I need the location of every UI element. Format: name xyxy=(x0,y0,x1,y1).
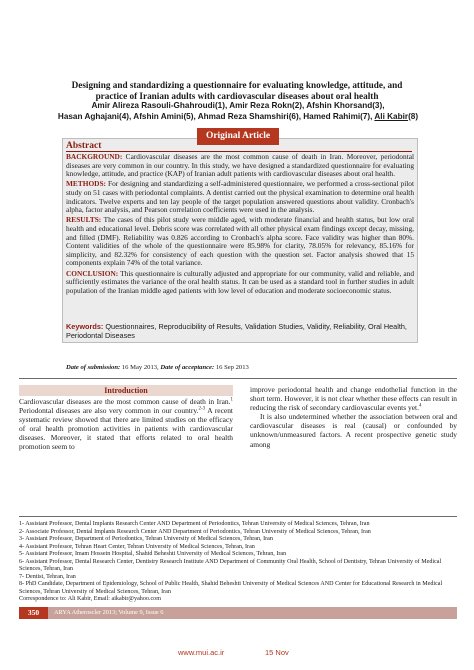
abstract-heading: Abstract xyxy=(66,141,102,151)
affiliation-8: 8- PhD Candidate, Department of Epidemiology, School of Public Health, Shahid Beheshti University of Medical Sciences AND Center for Educational Research in Medical Sciences, Tehran University of Medical Sciences, Tehran, Iran xyxy=(19,581,443,595)
affiliation-1: 1- Assistant Professor, Dental Implants Research Center AND Department of Periodontics, Tehran University of Medical Sciences, Tehran, Iran xyxy=(19,521,370,527)
abstract-background: BACKGROUND: Cardiovascular diseases are the most common cause of death in Iran. Moreover, periodontal diseases are very common in our country. In this study, we have designed a standardized questionnaire for evaluating knowledge, attitude, and practice (KAP) of Iranian adult patients with cardiovascular diseases about oral health. xyxy=(66,152,414,179)
footer-date: 15 Nov xyxy=(265,648,289,657)
author-affiliations xyxy=(19,521,457,604)
affiliation-6: 6- Assistant Professor, Dental Research Center, Dentistry Research Institute AND Department of Community Oral Health, School of Dentistry, Tehran University of Medical Sciences, Tehran, Iran xyxy=(19,558,442,572)
affiliation-4: 4- Assistant Professor, Tehran Heart Center, Tehran University of Medical Sciences, Tehran, Iran xyxy=(19,543,255,550)
right-column xyxy=(250,385,457,449)
keywords: Keywords: Questionnaires, Reproducibility of Results, Validation Studies, Validity, Reliability, Oral Health, Periodontal Diseases xyxy=(66,322,407,340)
article-type-badge: Original Article xyxy=(197,128,279,145)
left-column xyxy=(19,385,233,452)
abstract-body xyxy=(66,153,414,297)
author-line-1: Amir Alireza Rasouli-Ghahroudi(1), Amir Reza Rokn(2), Afshin Khorsand(3), xyxy=(91,101,385,110)
section-divider xyxy=(19,378,457,379)
abstract-conclusion: CONCLUSION: This questionnaire is culturally adjusted and appropriate for our community, valid and reliable, and sufficiently estimates the variance of the oral health status. It can be used as a standard tool in further studies in adult population of the Iranian middle aged patients with low level of education and moderate socioeconomic status. xyxy=(66,268,414,295)
abstract-methods: METHODS: For designing and standardizing a self-administered questionnaire, we performed a cross-sectional pilot study on 51 cases with periodontal complaints. A dentist carried out the physical examination to determine oral health indicators. Twelve experts and ten lay people of the target population answered questions about validity. Cronbach's alpha, factor analysis, and Pearson correlation coefficients were used in the analysis. xyxy=(66,179,414,215)
affiliation-5: 5- Assistant Professor, Imam Hossein Hospital, Shahid Beheshti University of Medical Sciences, Tehran, Iran xyxy=(19,551,287,557)
submission-dates: Date of submission: 16 May 2013, Date of acceptance: 16 Sep 2013 xyxy=(66,364,249,371)
page-number: 350 xyxy=(19,607,48,619)
introduction-heading: Introduction xyxy=(19,385,233,396)
affiliation-2: 2- Associate Professor, Dental Implants Research Center AND Department of Periodontics, Tehran University of Medical Sciences, Tehran, Iran xyxy=(19,528,371,535)
intro-paragraph-1: Cardiovascular diseases are the most common cause of death in Iran.$^1$ Periodontal diseases are also very common in our country.$^{2-3}$ A recent systematic review showed that there are limited studies on the efficacy of oral health promotion activities in patients with cardiovascular diseases. Moreover, it stated that efforts related to oral health promotion seem to xyxy=(19,397,233,452)
footnote-divider xyxy=(19,516,457,517)
affiliation-7: 7- Dentist, Tehran, Iran xyxy=(19,573,76,580)
correspondence: Correspondence to: Ali Kabir, Email: aikabir@yahoo.com xyxy=(19,596,161,602)
intro-paragraph-2: improve periodontal health and change endothelial function in the short term. However, it is not clear whether these effects can result in reducing the risk of secondary cardiovascular events yet.$^4$ xyxy=(250,385,457,413)
abstract-results: RESULTS: The cases of this pilot study were middle aged, with moderate financial and health status, but low oral health and educational level. Debris score was correlated with all other physical exam findings except decay, missing, and filled (DMF). Reliability was 0.826 according to Cronbach's alpha score. Face validity was higher than 80%. Content validities of the whole of the questionnaire were 85.98% for clarity, 78.05% for relevancy, 85.16% for simplicity, and 82.32% for consistency of each question with the question set. Factor analysis showed that 15 components explain 74% of the total variance. xyxy=(66,215,414,268)
author-list xyxy=(18,101,458,122)
author-line-2: Hasan Aghajani(4), Afshin Amini(5), Ahmad Reza Shamshiri(6), Hamed Rahimi(7), Ali Kabir(8) xyxy=(57,111,419,121)
journal-citation: ARYA Atheroscler 2013; Volume 9, Issue 6 xyxy=(54,609,164,616)
intro-paragraph-3: It is also undetermined whether the association between oral and cardiovascular diseases is real (causal) or confounded by unknown/unmeasured factors. A recent prospective genetic study among xyxy=(250,412,457,449)
corresponding-author[interactable]: Ali Kabir xyxy=(374,111,409,121)
affiliation-3: 3- Assistant Professor, Department of Periodontics, Tehran University of Medical Sciences, Tehran, Iran xyxy=(19,536,273,542)
website-link[interactable]: www.mui.ac.ir xyxy=(178,648,225,657)
article-title: Designing and standardizing a questionnaire for evaluating knowledge, attitude, and practice of Iranian adults with cardiovascular diseases about oral health xyxy=(71,80,403,101)
